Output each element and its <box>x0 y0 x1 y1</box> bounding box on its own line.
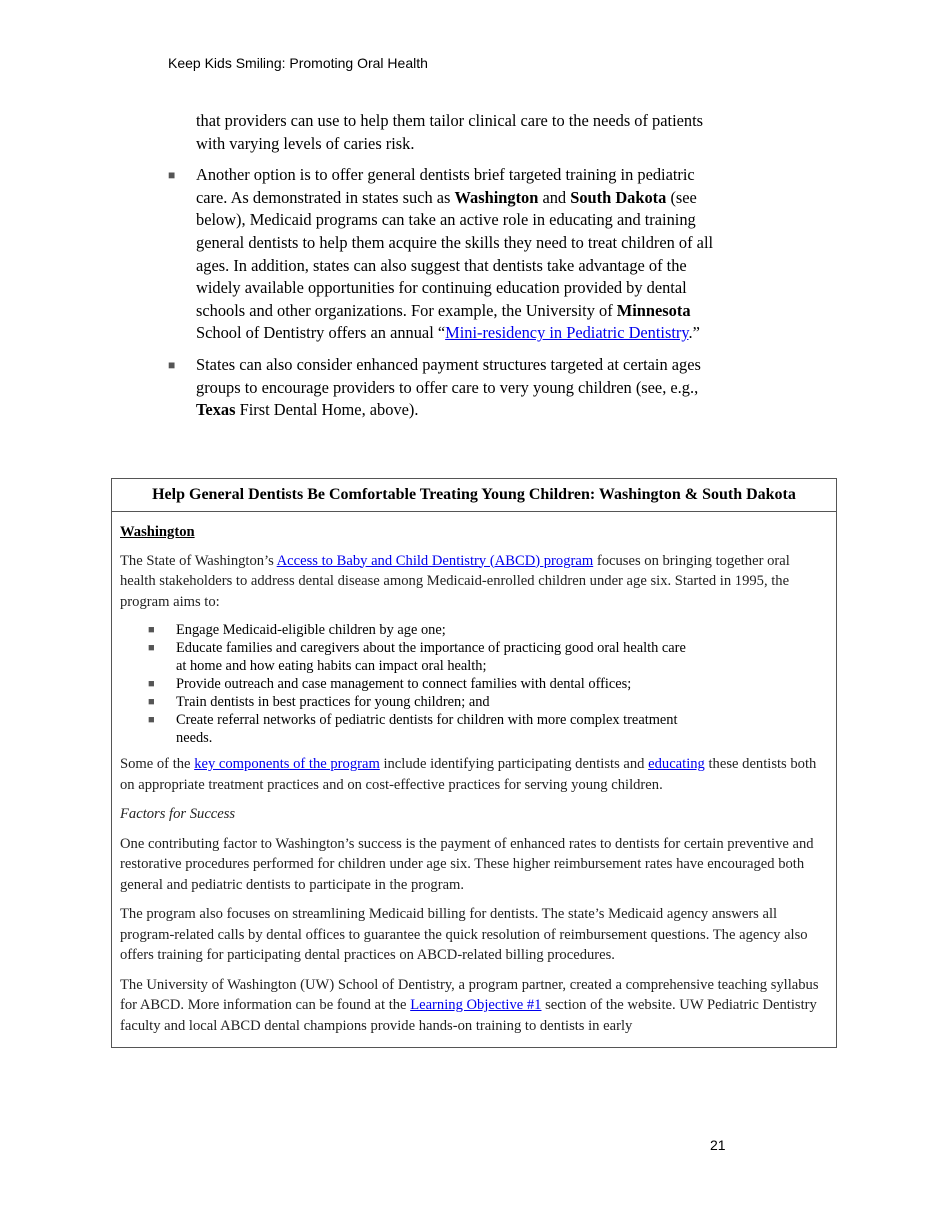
continued-paragraph: that providers can use to help them tailor clinical care to the needs of patients with varying levels of caries risk. <box>196 111 704 153</box>
bullet-item-training <box>168 164 728 345</box>
list-item <box>120 693 696 711</box>
bullet-square-icon: ■ <box>148 624 155 636</box>
bullet-text: .” <box>688 323 700 343</box>
bullet-square-icon: ■ <box>168 357 176 372</box>
paragraph-text: include identifying participating dentists and <box>379 756 649 772</box>
bullet-square-icon: ■ <box>148 696 155 708</box>
bullet-text: School of Dentistry offers an annual “ <box>196 323 446 343</box>
page-number: 21 <box>710 1137 726 1153</box>
main-body-text <box>168 110 728 431</box>
state-name-texas: Texas <box>196 400 236 420</box>
paragraph-text: The University of Washington (UW) School of Dentistry, a program partner, created a comprehensive teaching syllabus for ABCD. More information can be found at the <box>120 976 819 1013</box>
list-item-text: Educate families and caregivers about the importance of practicing good oral health care at home and how eating habits can impact oral health; <box>176 640 686 674</box>
bullet-text: (see below), Medicaid programs can take an active role in educating and training general dentists to help them acquire the skills they need to treat children of all ages. In addition, states can also suggest that dentists take advantage of the widely available opportunities for continuing education provided by dental schools and other organizations. For example, the University of <box>196 187 714 320</box>
uw-syllabus-paragraph <box>120 975 828 1037</box>
bullet-text: Another option is to offer general dentists brief targeted training in pediatric care. As demonstrated in states such as <box>196 165 695 207</box>
program-aims-list <box>120 621 828 747</box>
learning-objective-link[interactable]: Learning Objective #1 <box>410 997 542 1013</box>
paragraph-text: focuses on bringing together oral health stakeholders to address dental disease among Medicaid-enrolled children under age six. Started in 1995, the program aims to: <box>120 552 790 610</box>
paragraph-text: section of the website. UW Pediatric Dentistry faculty and local ABCD dental champions provide hands-on training to dentists in early <box>120 997 817 1034</box>
bullet-text: and <box>538 187 571 207</box>
billing-paragraph: The program also focuses on streamlining Medicaid billing for dentists. The state’s Medicaid agency answers all program-related calls by dental offices to guarantee the quick resolution of reimbursement questions. The agency also offers training for participating dental practices on ABCD-related billing procedures. <box>120 906 808 963</box>
bullet-item-payment <box>168 354 728 422</box>
bullet-square-icon: ■ <box>148 678 155 690</box>
list-item <box>120 639 696 675</box>
bullet-square-icon: ■ <box>148 642 155 654</box>
running-header: Keep Kids Smiling: Promoting Oral Health <box>168 55 428 71</box>
paragraph-text: The State of Washington’s <box>120 552 277 569</box>
box-content <box>112 512 836 1036</box>
state-name-washington: Washington <box>454 187 539 207</box>
list-item <box>120 675 696 693</box>
case-study-box <box>111 478 837 1048</box>
factors-heading: Factors for Success <box>120 806 236 822</box>
key-components-paragraph <box>120 754 828 795</box>
list-item <box>120 621 696 639</box>
state-name-minnesota: Minnesota <box>616 300 691 320</box>
key-components-link[interactable]: key components of the program <box>194 756 380 772</box>
list-item-text: Provide outreach and case management to connect families with dental offices; <box>176 676 632 692</box>
bullet-text: States can also consider enhanced payment structures targeted at certain ages groups to encourage providers to offer care to very young children (see, e.g., <box>196 354 701 397</box>
paragraph-text: these dentists both on appropriate treatment practices and on cost-effective practices for serving young children. <box>120 756 817 793</box>
state-name-south-dakota: South Dakota <box>570 187 667 207</box>
mini-residency-link[interactable]: Mini-residency in Pediatric Dentistry <box>445 323 689 343</box>
paragraph-text: Some of the <box>120 756 195 772</box>
enhanced-rates-paragraph: One contributing factor to Washington’s success is the payment of enhanced rates to dentists for certain preventive and restorative procedures performed for children under age six. These higher reimbursement rates have encouraged both general and pediatric dentists to participate in the program. <box>120 835 814 893</box>
box-title: Help General Dentists Be Comfortable Treating Young Children: Washington & South Dakota <box>112 479 836 512</box>
bullet-square-icon: ■ <box>148 714 155 726</box>
section-heading-washington: Washington <box>120 524 195 540</box>
list-item-text: Train dentists in best practices for young children; and <box>176 694 490 710</box>
abcd-program-link[interactable]: Access to Baby and Child Dentistry (ABCD) program <box>276 552 594 569</box>
list-item <box>120 711 696 747</box>
list-item-text: Create referral networks of pediatric dentists for children with more complex treatment needs. <box>176 712 678 746</box>
list-item-text: Engage Medicaid-eligible children by age one; <box>176 622 446 638</box>
bullet-text: First Dental Home, above). <box>235 400 419 420</box>
bullet-square-icon: ■ <box>168 168 176 183</box>
educating-link[interactable]: educating <box>648 756 705 772</box>
abcd-intro-paragraph <box>120 551 828 613</box>
